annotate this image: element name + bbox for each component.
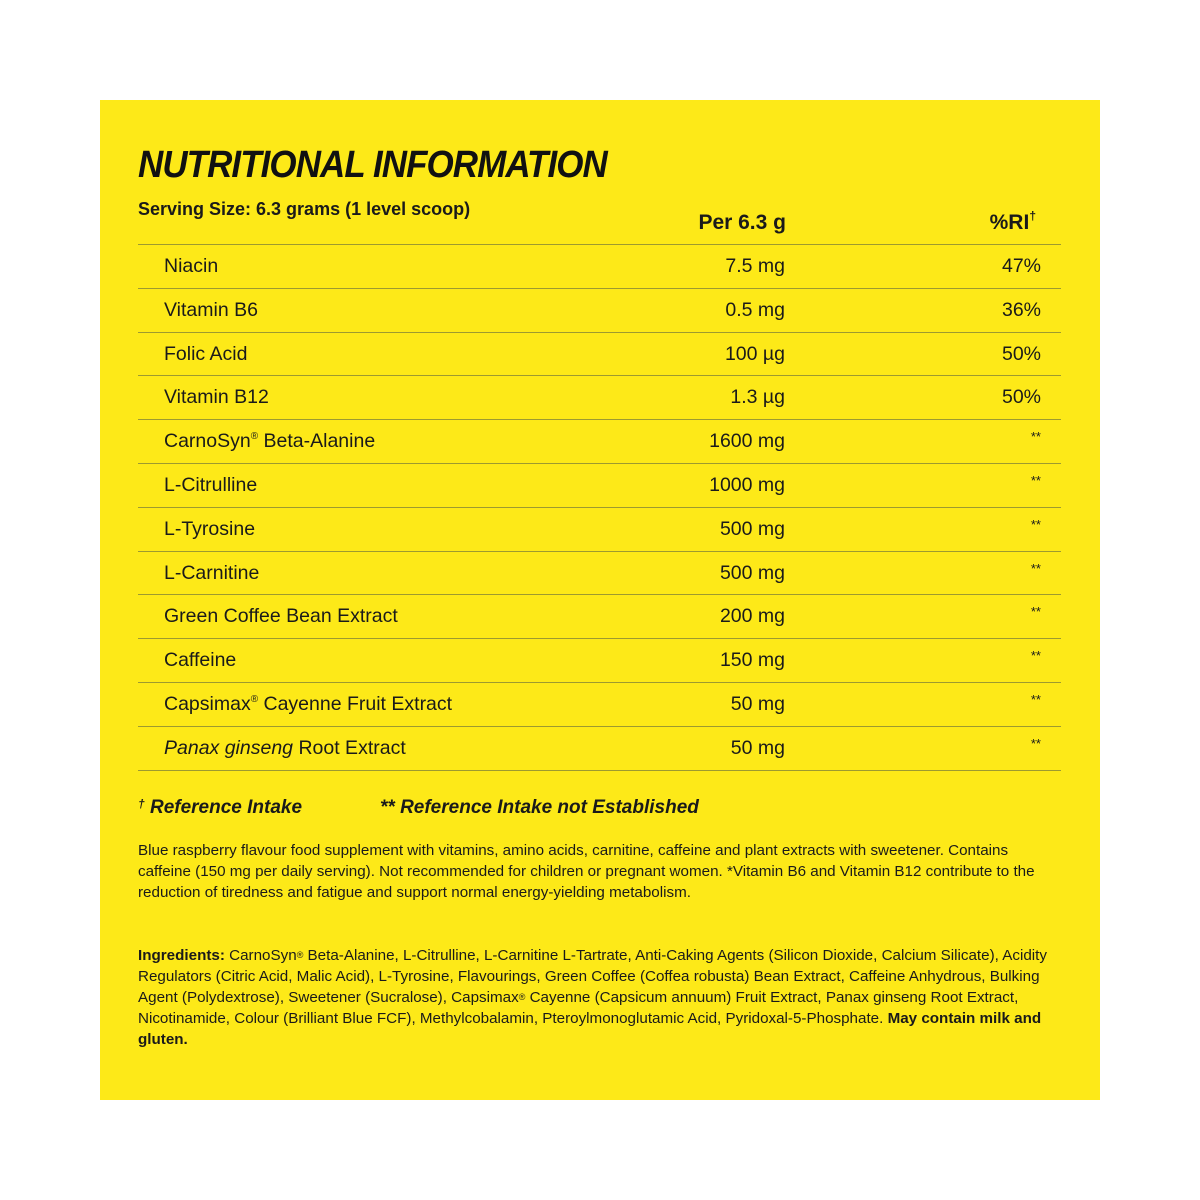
nutrient-amount: 200 mg xyxy=(719,605,785,628)
nutrient-ri: ** xyxy=(1030,429,1041,445)
nutrient-name xyxy=(164,430,375,453)
ri-label: %RI xyxy=(989,211,1030,234)
column-header-per: Per 6.3 g xyxy=(698,211,786,234)
nutrient-amount: 100 µg xyxy=(724,342,785,365)
table-row xyxy=(138,595,1061,639)
nutrient-amount: 150 mg xyxy=(719,649,785,672)
nutrient-ri: ** xyxy=(1030,691,1041,707)
nutrition-table xyxy=(138,244,1061,771)
ingredients-part: Cayenne (Capsicum annuum) Fruit Extract, Panax ginseng Root Extract, Nicotinamide, Colour (Brilliant Blue FCF), Methylcobalamin, Pteroylmonoglutamic Acid, Pyridoxal-5-Phosphate. xyxy=(138,989,1019,1027)
nutrient-ri: ** xyxy=(1030,472,1041,488)
table-row xyxy=(138,552,1061,596)
nutrient-name: Niacin xyxy=(164,255,219,277)
nutrient-ri: 50% xyxy=(1001,342,1041,365)
table-row xyxy=(138,245,1061,289)
nutrient-name: L-Citrulline xyxy=(164,473,258,496)
reference-intake-note xyxy=(138,797,302,819)
table-row xyxy=(138,727,1061,771)
ingredients-part: CarnoSyn xyxy=(224,947,297,964)
table-row xyxy=(138,639,1061,683)
nutrient-name-rest: Root Extract xyxy=(293,736,406,759)
registered-mark: ® xyxy=(250,693,259,705)
nutrient-name: Vitamin B6 xyxy=(164,298,258,321)
table-row xyxy=(138,464,1061,508)
ingredients-text xyxy=(138,945,1063,1050)
nutrient-ri: ** xyxy=(1030,604,1041,620)
nutrient-ri: ** xyxy=(1030,516,1041,532)
registered-mark: ® xyxy=(296,950,304,960)
nutrient-name: Caffeine xyxy=(164,649,237,672)
nutrient-ri: ** xyxy=(1030,735,1041,751)
nutrient-amount: 500 mg xyxy=(719,561,785,584)
ingredients-part: Beta-Alanine, L-Citrulline, L-Carnitine L-Tartrate, Anti-Caking Agents (Silicon Dioxide, Calcium Silicate), Acidity Regulators (Citric Acid, Malic Acid), L-Tyrosine, Flavourings, Green Coffee (Coffea robusta) Bean Extract, Caffeine Anhydrous, Bulking Agent (Polydextrose), Sweetener (Sucralose), Capsimax xyxy=(138,947,1047,1006)
nutrient-amount: 500 mg xyxy=(719,517,785,540)
nutrient-name xyxy=(164,693,452,716)
nutrient-name-rest: Cayenne Fruit Extract xyxy=(258,692,453,715)
nutrient-name-main: Capsimax xyxy=(164,692,251,715)
table-row xyxy=(138,508,1061,552)
column-header-ri xyxy=(990,211,1036,235)
nutrient-ri: 36% xyxy=(1001,298,1041,321)
nutrient-name: L-Carnitine xyxy=(164,561,260,584)
nutrient-name xyxy=(164,737,406,760)
table-row xyxy=(138,420,1061,464)
page-title: NUTRITIONAL INFORMATION xyxy=(138,144,607,186)
product-description: Blue raspberry flavour food supplement with vitamins, amino acids, carnitine, caffeine and plant extracts with sweetener. Contains caffeine (150 mg per daily serving). Not recommended for children or pregnant women. *Vitamin B6 and Vitamin B12 contribute to the reduction of tiredness and fatigue and support normal energy-yielding metabolism. xyxy=(138,842,1035,901)
nutrient-amount: 50 mg xyxy=(730,692,785,715)
nutrient-name-rest: Beta-Alanine xyxy=(258,430,376,453)
nutrient-ri: ** xyxy=(1030,560,1041,576)
nutrient-amount: 1600 mg xyxy=(709,430,785,453)
dagger-mark: † xyxy=(138,797,145,811)
table-row xyxy=(138,289,1061,333)
nutrient-ri: ** xyxy=(1030,648,1041,664)
nutrient-name-italic: Panax ginseng xyxy=(164,736,294,759)
reference-not-established-note: ** Reference Intake not Established xyxy=(380,797,699,818)
dagger-mark: † xyxy=(1029,209,1036,223)
table-row xyxy=(138,376,1061,420)
nutrient-amount: 1.3 µg xyxy=(730,386,785,409)
nutrient-amount: 7.5 mg xyxy=(725,255,785,277)
serving-size: Serving Size: 6.3 grams (1 level scoop) xyxy=(138,199,471,219)
registered-mark: ® xyxy=(518,992,526,1002)
allergen-warning: May contain milk and gluten. xyxy=(138,1010,1042,1048)
nutrient-ri: 47% xyxy=(1001,255,1041,277)
nutrient-name-main: CarnoSyn xyxy=(164,430,251,453)
table-row xyxy=(138,333,1061,377)
nutrient-ri: 50% xyxy=(1001,386,1041,409)
nutrient-amount: 1000 mg xyxy=(709,473,785,496)
nutrition-panel xyxy=(100,100,1100,1100)
nutrient-amount: 0.5 mg xyxy=(725,298,785,321)
nutrient-amount: 50 mg xyxy=(730,736,785,759)
nutrient-name: Green Coffee Bean Extract xyxy=(164,605,398,628)
nutrient-name: Vitamin B12 xyxy=(164,386,269,409)
reference-intake-label: Reference Intake xyxy=(144,797,303,818)
nutrient-name: L-Tyrosine xyxy=(164,517,256,540)
nutrient-name: Folic Acid xyxy=(164,342,248,365)
ingredients-label: Ingredients: xyxy=(138,947,225,964)
table-row xyxy=(138,683,1061,727)
registered-mark: ® xyxy=(250,431,259,443)
